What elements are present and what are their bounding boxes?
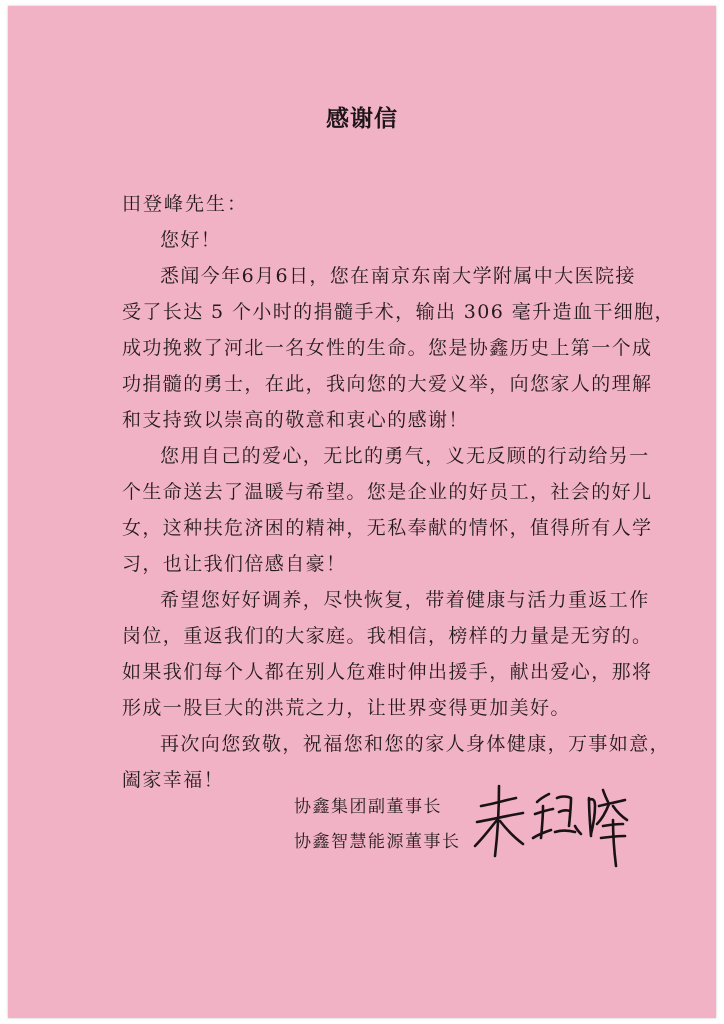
body-line: 和支持致以崇高的敬意和衷心的感谢！ xyxy=(122,409,469,431)
greeting: 您好！ xyxy=(160,229,222,251)
body-line: 希望您好好调养，尽快恢复，带着健康与活力重返工作 xyxy=(160,589,650,611)
body-line: 个生命送去了温暖与希望。您是企业的好员工，社会的好儿 xyxy=(122,481,653,503)
body-line: 再次向您致敬，祝福您和您的家人身体健康，万事如意， xyxy=(160,733,671,755)
body-line: 您用自己的爱心，无比的勇气，义无反顾的行动给另一 xyxy=(160,445,650,467)
body-line: 习，也让我们倍感自豪！ xyxy=(122,553,347,575)
handwritten-signature xyxy=(471,776,631,871)
body-line: 岗位，重返我们的大家庭。我相信，榜样的力量是无穷的。 xyxy=(122,625,653,647)
body-line: 成功挽救了河北一名女性的生命。您是协鑫历史上第一个成 xyxy=(122,337,653,359)
signatory-title: 协鑫集团副董事长 xyxy=(294,797,442,817)
letter-sheet xyxy=(8,6,716,1018)
body-line: 功捐髓的勇士，在此，我向您的大爱义举，向您家人的理解 xyxy=(122,373,653,395)
body-line: 女，这种扶危济困的精神，无私奉献的情怀，值得所有人学 xyxy=(122,517,653,539)
salutation: 田登峰先生： xyxy=(122,193,249,215)
body-line: 阖家幸福！ xyxy=(122,769,225,791)
body-line: 悉闻今年6月6日，您在南京东南大学附属中大医院接 xyxy=(160,265,636,287)
letter-title: 感谢信 xyxy=(326,105,398,132)
body-line: 受了长达 5 个小时的捐髓手术，输出 306 毫升造血干细胞， xyxy=(122,301,675,323)
signatory-title: 协鑫智慧能源董事长 xyxy=(294,832,461,852)
body-line: 形成一股巨大的洪荒之力，让世界变得更加美好。 xyxy=(122,697,571,719)
body-line: 如果我们每个人都在别人危难时伸出援手，献出爱心，那将 xyxy=(122,661,653,683)
